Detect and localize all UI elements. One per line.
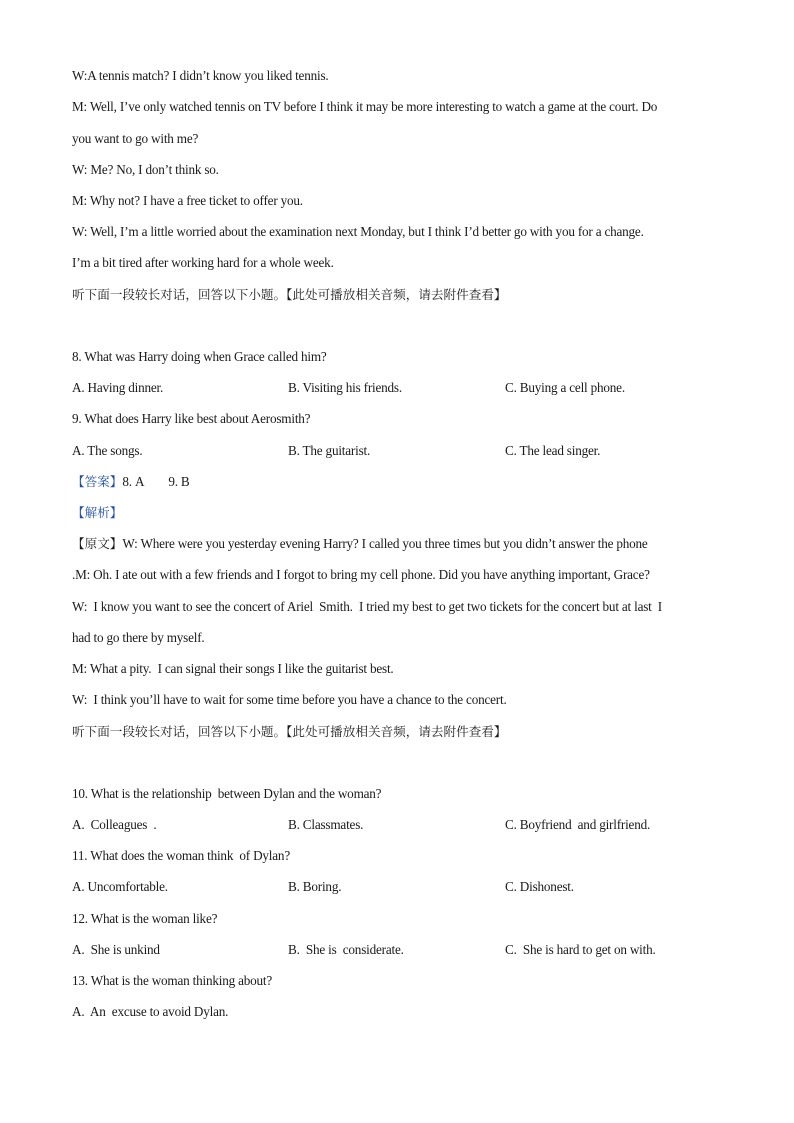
- listening-instruction: 听下面一段较长对话，回答以下小题。【此处可播放相关音频，请去附件查看】: [72, 724, 507, 739]
- analysis-label: 【解析】: [72, 505, 123, 520]
- dialogue-line: W: Well, I’m a little worried about the examination next Monday, but I think I’d better go with you for a change.: [72, 224, 644, 239]
- transcript-line: M: What a pity. I can signal their songs I like the guitarist best.: [72, 661, 394, 676]
- answer-line: [72, 474, 190, 490]
- analysis-line: [72, 505, 122, 521]
- options-row-8: [72, 380, 732, 396]
- question-11: 11. What does the woman think of Dylan?: [72, 848, 290, 863]
- options-row-11: [72, 879, 732, 895]
- dialogue-line: M: Why not? I have a free ticket to offer you.: [72, 193, 303, 208]
- option-a: A. Uncomfortable.: [72, 879, 168, 894]
- transcript-line: .M: Oh. I ate out with a few friends and I forgot to bring my cell phone. Did you have anything important, Grace?: [72, 567, 650, 582]
- dialogue-line: W:A tennis match? I didn’t know you liked tennis.: [72, 68, 329, 83]
- question-12: 12. What is the woman like?: [72, 911, 218, 926]
- option-a: A. The songs.: [72, 443, 143, 458]
- option-c: C. She is hard to get on with.: [505, 942, 656, 957]
- options-row-9: [72, 443, 732, 459]
- listening-instruction: 听下面一段较长对话，回答以下小题。【此处可播放相关音频，请去附件查看】: [72, 287, 507, 302]
- transcript-text: W: Where were you yesterday evening Harry? I called you three times but you didn’t answer the phone: [122, 536, 648, 551]
- transcript-line: had to go there by myself.: [72, 630, 205, 645]
- question-9: 9. What does Harry like best about Aerosmith?: [72, 411, 311, 426]
- option-a: A. Colleagues .: [72, 817, 157, 832]
- option-a: A. An excuse to avoid Dylan.: [72, 1004, 229, 1019]
- question-10: 10. What is the relationship between Dylan and the woman?: [72, 786, 382, 801]
- dialogue-line: you want to go with me?: [72, 131, 199, 146]
- option-a: A. Having dinner.: [72, 380, 164, 395]
- transcript-line: [72, 536, 648, 552]
- answer-text: 8. A 9. B: [122, 474, 190, 489]
- options-row-12: [72, 942, 732, 958]
- option-b: B. Boring.: [288, 879, 342, 894]
- answer-label: 【答案】: [72, 474, 123, 489]
- transcript-label: 【原文】: [72, 536, 123, 551]
- option-c: C. Buying a cell phone.: [505, 380, 625, 395]
- question-8: 8. What was Harry doing when Grace called him?: [72, 349, 327, 364]
- option-a: A. She is unkind: [72, 942, 160, 957]
- option-c: C. Dishonest.: [505, 879, 574, 894]
- options-row-13: [72, 1004, 732, 1020]
- option-b: B. Visiting his friends.: [288, 380, 402, 395]
- transcript-line: W: I think you’ll have to wait for some time before you have a chance to the concert.: [72, 692, 507, 707]
- option-b: B. She is considerate.: [288, 942, 404, 957]
- option-c: C. The lead singer.: [505, 443, 601, 458]
- option-c: C. Boyfriend and girlfriend.: [505, 817, 651, 832]
- option-b: B. The guitarist.: [288, 443, 371, 458]
- transcript-line: W: I know you want to see the concert of Ariel Smith. I tried my best to get two tickets for the concert but at last I: [72, 599, 663, 614]
- dialogue-line: I’m a bit tired after working hard for a whole week.: [72, 255, 334, 270]
- question-13: 13. What is the woman thinking about?: [72, 973, 273, 988]
- dialogue-line: M: Well, I’ve only watched tennis on TV before I think it may be more interesting to watch a game at the court. Do: [72, 99, 658, 114]
- option-b: B. Classmates.: [288, 817, 364, 832]
- options-row-10: [72, 817, 732, 833]
- dialogue-line: W: Me? No, I don’t think so.: [72, 162, 219, 177]
